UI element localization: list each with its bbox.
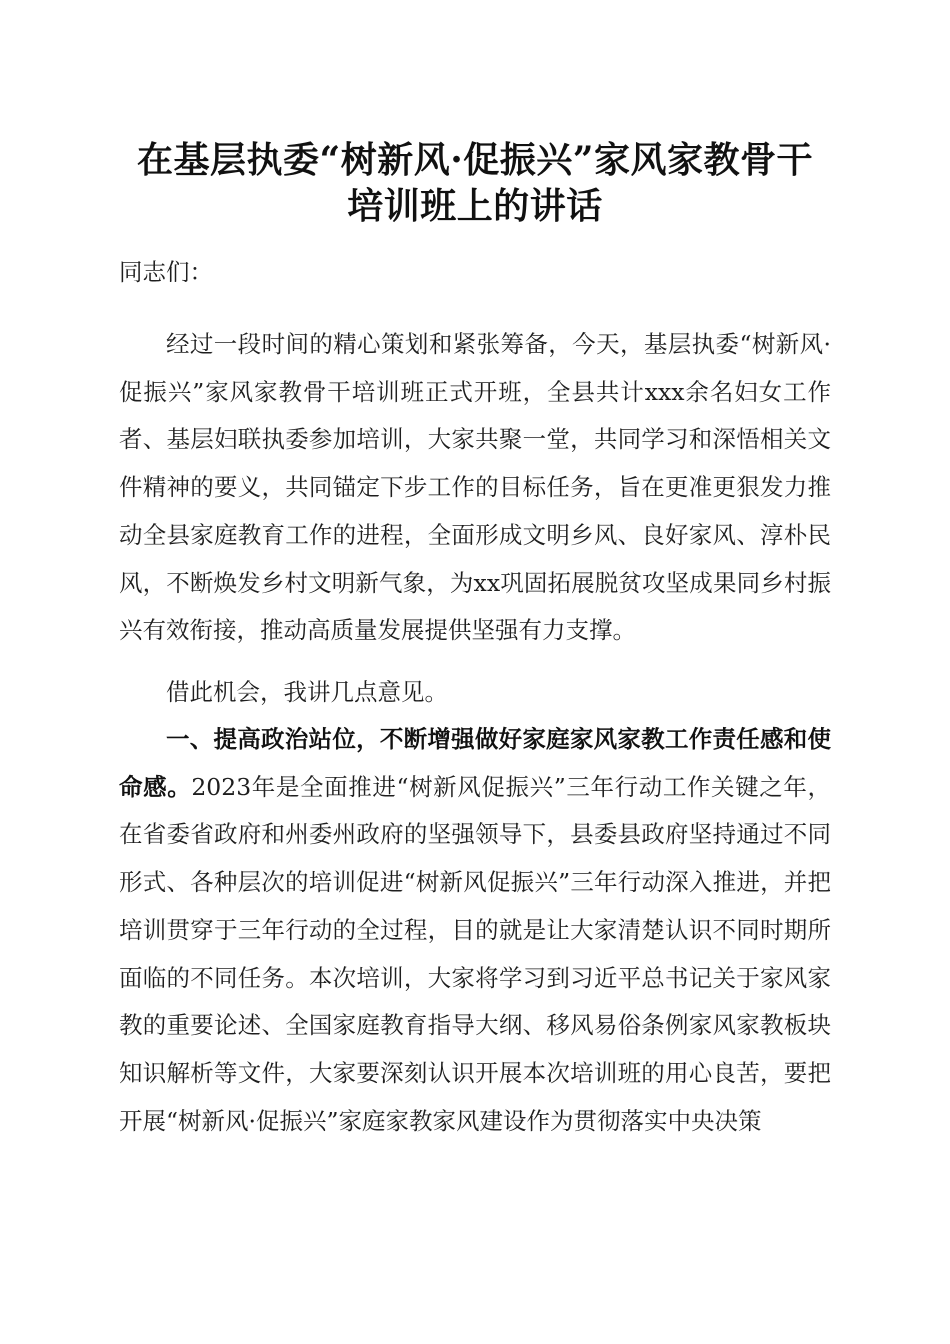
document-title-line-2: 培训班上的讲话 xyxy=(347,185,603,227)
salutation: 同志们： xyxy=(119,258,213,286)
section-1-body: 2023年是全面推进“树新风促振兴”三年行动工作关键之年，在省委省政府和州委州政府的坚强领导下，县委县政府坚持通过不同形式、各种层次的培训促进“树新风促振兴”三年行动深入推进，并把培训贯穿于三年行动的全过程，目的就是让大家清楚认识不同时期所面临的不同任务。本次培训，大家将学习到习近平总书记关于家风家教的重要论述、全国家庭教育指导大纲、移风易俗条例家风家教板块知识解析等文件，大家要深刻认识开展本次培训班的用心良苦，要把开展“树新风·促振兴”家庭家教家风建设作为贯彻落实中央决策 xyxy=(119,772,831,1135)
paragraph-opening: 经过一段时间的精心策划和紧张筹备，今天，基层执委“树新风·促振兴”家风家教骨干培训班正式开班，全县共计xxx余名妇女工作者、基层妇联执委参加培训，大家共聚一堂，共同学习和深悟相关文件精神的要义，共同锚定下步工作的目标任务，旨在更准更狠发力推动全县家庭教育工作的进程，全面形成文明乡风、良好家风、淳朴民风，不断焕发乡村文明新气象，为xx巩固拓展脱贫攻坚成果同乡村振兴有效衔接，推动高质量发展提供坚强有力支撑。 xyxy=(119,330,831,645)
section-1-paragraph xyxy=(119,716,831,1145)
paragraph-remarks: 借此机会，我讲几点意见。 xyxy=(166,678,448,706)
document-title-line-1: 在基层执委“树新风·促振兴”家风家教骨干 xyxy=(137,139,813,181)
section-1-heading: 一、提高政治站位，不断增强做好家庭家风家教工作责任感和使命感。 xyxy=(119,725,831,801)
